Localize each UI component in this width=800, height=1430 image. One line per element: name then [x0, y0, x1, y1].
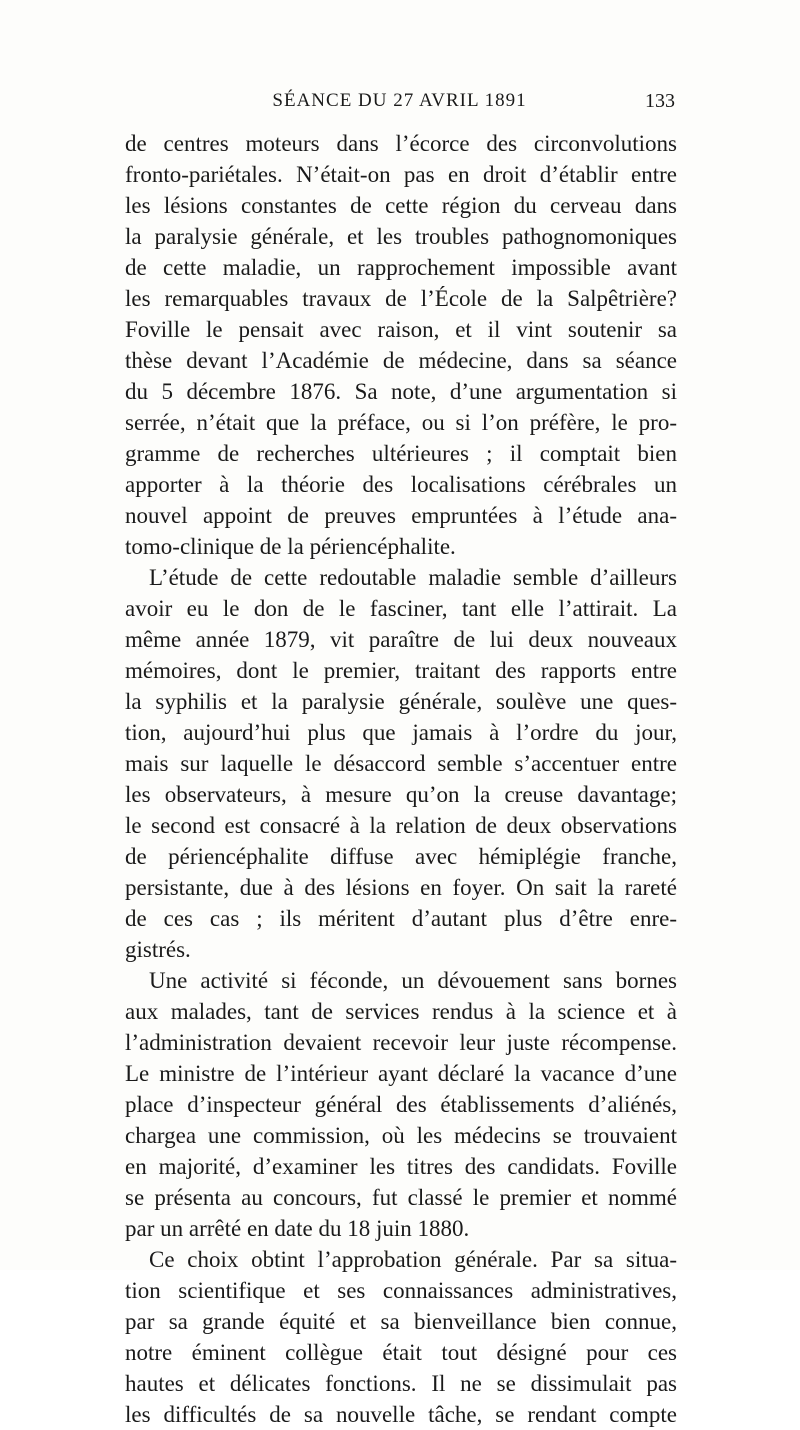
text-line: L’étude de cette redoutable maladie semble d’ailleurs	[149, 565, 677, 590]
text-line: aux malades, tant de services rendus à la science et à	[125, 999, 677, 1024]
text-line: par sa grande équité et sa bienveillance bien connue,	[125, 1309, 677, 1334]
text-line: les remarquables travaux de l’École de la Salpêtrière?	[125, 286, 677, 311]
text-line: du 5 décembre 1876. Sa note, d’une argumentation si	[125, 379, 677, 404]
text-line: les lésions constantes de cette région du cerveau dans	[125, 193, 677, 218]
text-line: par un arrêté en date du 18 juin 1880.	[125, 1216, 470, 1241]
text-line: apporter à la théorie des localisations cérébrales un	[125, 472, 677, 497]
text-line: fronto-pariétales. N’était-on pas en droit d’établir entre	[125, 162, 677, 187]
text-line: gistrés.	[125, 937, 191, 962]
text-line: Foville le pensait avec raison, et il vint soutenir sa	[125, 317, 677, 342]
page-number: 133	[645, 90, 675, 112]
text-line: de centres moteurs dans l’écorce des circonvolutions	[125, 131, 677, 156]
text-line: chargea une commission, où les médecins se trouvaient	[125, 1123, 677, 1148]
text-line: la paralysie générale, et les troubles pathognomoniques	[125, 224, 677, 249]
text-line: notre éminent collègue était tout désigné pour ces	[125, 1340, 677, 1365]
text-line: le second est consacré à la relation de deux observations	[125, 813, 677, 838]
text-line: de périencéphalite diffuse avec hémiplégie franche,	[125, 844, 677, 869]
text-line: se présenta au concours, fut classé le premier et nommé	[125, 1185, 677, 1210]
text-line: en majorité, d’examiner les titres des candidats. Foville	[125, 1154, 677, 1179]
text-line: nouvel appoint de preuves empruntées à l’étude ana-	[125, 503, 677, 528]
text-line: gramme de recherches ultérieures ; il comptait bien	[125, 441, 677, 466]
body-text	[125, 128, 677, 1430]
text-line: tomo-clinique de la périencéphalite.	[125, 534, 456, 559]
text-line: de ces cas ; ils méritent d’autant plus d’être enre-	[125, 906, 677, 931]
text-line: mémoires, dont le premier, traitant des rapports entre	[125, 658, 677, 683]
text-line: serrée, n’était que la préface, ou si l’on préfère, le pro-	[125, 410, 677, 435]
text-line: Une activité si féconde, un dévouement sans bornes	[149, 968, 677, 993]
text-line: tion, aujourd’hui plus que jamais à l’ordre du jour,	[125, 720, 677, 745]
text-line: la syphilis et la paralysie générale, soulève une ques-	[125, 689, 677, 714]
text-line: les observateurs, à mesure qu’on la creuse davantage;	[125, 782, 677, 807]
text-line: persistante, due à des lésions en foyer. On sait la rareté	[125, 875, 677, 900]
text-line: Ce choix obtint l’approbation générale. Par sa situa-	[149, 1247, 677, 1272]
text-line: thèse devant l’Académie de médecine, dans sa séance	[125, 348, 677, 373]
text-line: avoir eu le don de le fasciner, tant elle l’attirait. La	[125, 596, 677, 621]
text-line: même année 1879, vit paraître de lui deux nouveaux	[125, 627, 677, 652]
text-line: place d’inspecteur général des établissements d’aliénés,	[125, 1092, 677, 1117]
text-line: Le ministre de l’intérieur ayant déclaré la vacance d’une	[125, 1061, 677, 1086]
text-line: tion scientifique et ses connaissances administratives,	[125, 1278, 677, 1303]
text-line: mais sur laquelle le désaccord semble s’accentuer entre	[125, 751, 677, 776]
text-line: hautes et délicates fonctions. Il ne se dissimulait pas	[125, 1371, 677, 1396]
text-line: l’administration devaient recevoir leur juste récompense.	[125, 1030, 677, 1055]
running-head	[122, 90, 677, 120]
text-line: les difficultés de sa nouvelle tâche, se rendant compte	[125, 1402, 677, 1427]
running-title: SÉANCE DU 27 AVRIL 1891	[272, 90, 527, 111]
text-line: de cette maladie, un rapprochement impossible avant	[125, 255, 677, 280]
